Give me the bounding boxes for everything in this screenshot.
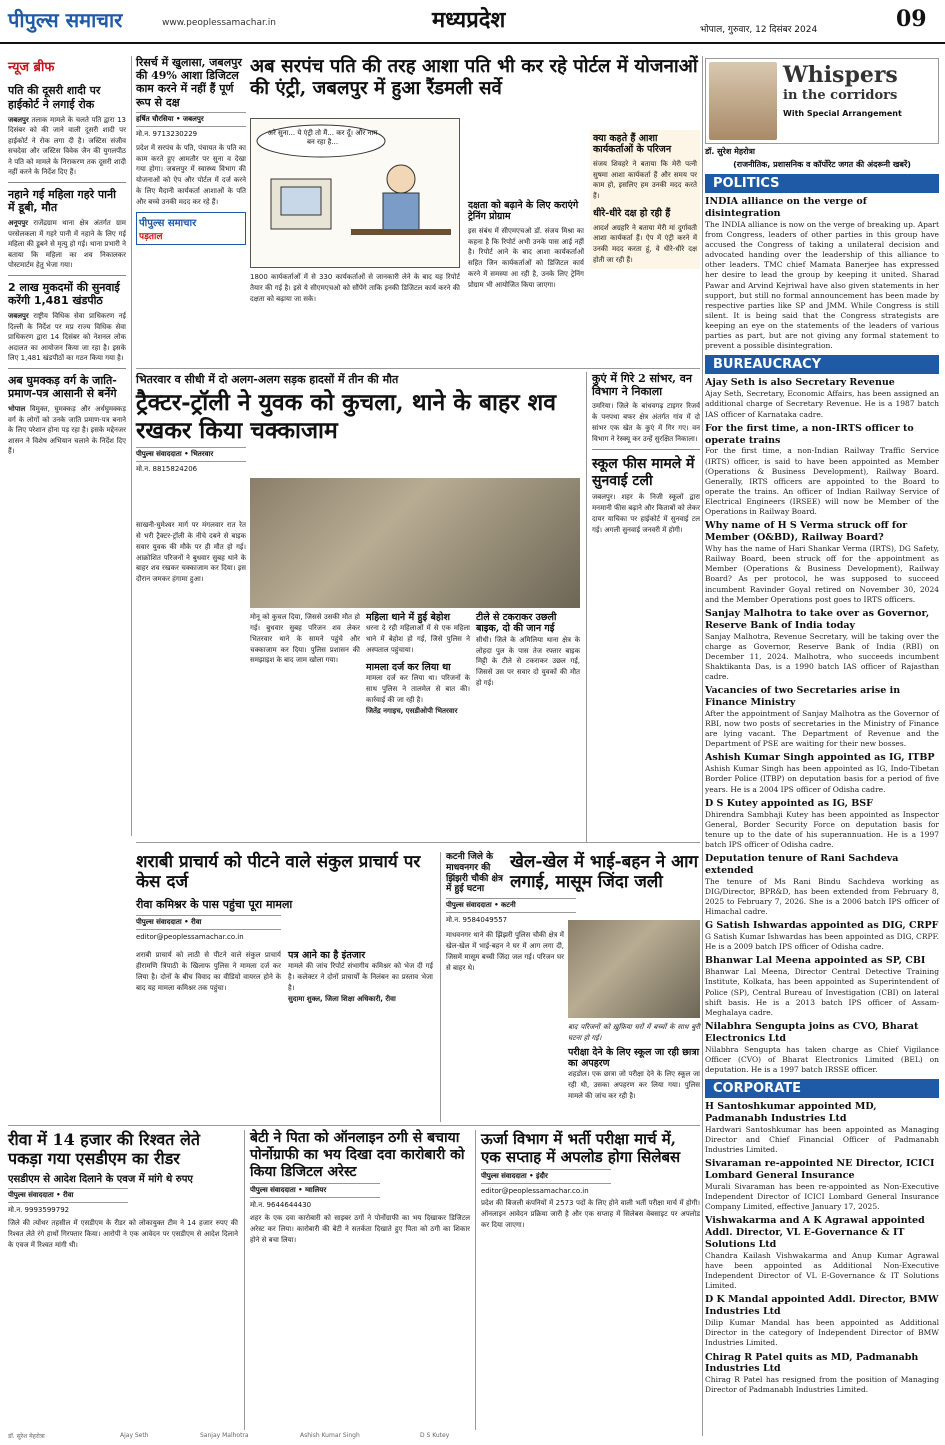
survey-sub1-text: इस संबंध में सीएमएचओ डॉ. संजय मिश्रा का कहना है कि रिपोर्ट अभी उनके पास आई नहीं है। रिपोर्ट आने के बाद आशा कार्यकर्ताओं सहित जिन कार्यकर्ताओं को डिजिटल कार्य करने में समस्या आ रही है, उनके लिए ट्रेनिंग प्रोग्राम भी आयोजित किया जाएगा। xyxy=(468,226,584,289)
masthead xyxy=(0,0,945,44)
cyber-story: बेटी ने पिता को ऑनलाइन ठगी से बचाया पोर्नोग्राफी का भय दिखा दवा कारोबारी को किया डिजिटल अरेस्ट पीपुल्स संवाददाता • ग्वालियर मो.न. 9644644430 शहर के एक दवा कारोबारी को साइबर ठगों ने पोर्नोग्राफी का भय दिखाकर डिजिटल अरेस्ट कर लिया। कारोबारी की बेटी ने सतर्कता दिखाते हुए पिता को ठगी का शिकार होने से बचा लिया। xyxy=(250,1130,470,1245)
photo-label-ajay: Ajay Seth xyxy=(120,1432,149,1439)
bureau-title: Nilabhra Sengupta joins as CVO, Bharat Electronics Ltd xyxy=(705,1020,919,1044)
whispers-credit: With Special Arrangement xyxy=(783,109,902,118)
survey-box-text: संजय शिवहरे ने बताया कि मेरी पत्नी सुषमा आशा कार्यकर्ता हैं और समय पर काम हो, इसलिए हम उनकी मदद करते हैं। xyxy=(593,159,697,201)
bureau-text: Nilabhra Sengupta has taken charge as Chief Vigilance Officer (CVO) of Bharat Electronics Limited (BEL) on deputation. He is a 1997 batch IRSSE officer. xyxy=(705,1044,939,1074)
bureau-text: Bhanwar Lal Meena, Director Central Detective Training Institute, Kolkata, has been appointed as Superintendent of Police (SP), Central Bureau of Investigation (CBI) on lateral shift basis. He is a 2013 batch IPS officer of Assam-Meghalaya cadre. xyxy=(705,967,939,1017)
brief-place: भोपाल xyxy=(8,405,26,413)
brief-item xyxy=(8,281,126,364)
brand-url[interactable]: www.peoplessamachar.in xyxy=(162,18,276,28)
tractor-headline: ट्रैक्टर-ट्रॉली ने युवक को कुचला, थाने के बाहर शव रखकर किया चक्काजाम xyxy=(136,389,557,444)
politics-title: INDIA alliance on the verge of disintegration xyxy=(705,196,867,219)
tractor-body-col xyxy=(136,520,246,585)
brief-item xyxy=(8,374,126,457)
columnist-photo xyxy=(709,62,777,140)
bureau-title: For the first time, a non-IRTS officer to operate trains xyxy=(705,422,914,446)
fire-place: कटनी xyxy=(501,901,516,910)
whispers-tagline: (राजनीतिक, प्रशासनिक व कॉर्पोरेट जगत की अंदरूनी खबरें) xyxy=(733,160,911,169)
section-title: मध्यप्रदेश xyxy=(432,7,506,33)
brief-text: विमुक्त, घुमक्कड़ और अर्धघुमक्कड़ वर्ग के लोगों को उनके जाति प्रमाण-पत्र बनाने के लिए परेशान होना पड़ रहा है। इसके मद्देनजर शासन ने विशेष अभियान चलाने के निर्देश दिए हैं। xyxy=(8,405,126,455)
corp-title: Chirag R Patel quits as MD, Padmanabh Industries Ltd xyxy=(705,1351,919,1375)
survey-body-cont xyxy=(250,272,460,305)
school-body-col xyxy=(136,950,281,993)
fire-side-text: शहडोल। एक छात्रा जो परीक्षा देने के लिए स्कूल जा रही थी, उसका अपहरण कर लिया गया। पुलिस मामले की जांच कर रही है। xyxy=(568,1070,700,1101)
rewa-place: रीवा xyxy=(63,1191,74,1200)
survey-phone: मो.न. 9713230229 xyxy=(136,129,198,138)
tractor-side-text: सीधी। जिले के अमिलिया थाना क्षेत्र के लोहदा पुल के पास तेज रफ्तार बाइक मिट्टी के टीले से टकराकर उछल गई, जिससे उस पर सवार दो युवकों की मौत हो गई। xyxy=(476,635,580,688)
school-headline: शराबी प्राचार्य को पीटने वाले संकुल प्राचार्य पर केस दर्ज xyxy=(136,852,421,893)
tractor-sub-by: जितेंद्र नगाइच, एसडीओपी भितरवार xyxy=(366,706,458,715)
cyber-headline: बेटी ने पिता को ऑनलाइन ठगी से बचाया पोर्नोग्राफी का भय दिखा दवा कारोबारी को किया डिजिटल अरेस्ट xyxy=(250,1130,465,1180)
survey-brand-tag: पीपुल्स समाचार xyxy=(139,217,197,229)
tractor-side-headline: टीले से टकराकर उछली बाइक, दो की जान गई xyxy=(476,612,557,635)
bureau-text: After the appointment of Sanjay Malhotra as the Governor of RBI, now two posts of secretaries in the Ministry of Finance are lying vacant. The Department of Revenue and the Department of PSE are waiting for their new bosses. xyxy=(705,708,939,749)
fire-side-headline: परीक्षा देने के लिए स्कूल जा रही छात्रा का अपहरण xyxy=(568,1046,700,1070)
bureau-title: G Satish Ishwardas appointed as DIG, CRPF xyxy=(705,920,939,932)
school-sub-col xyxy=(288,950,433,1005)
fire-side xyxy=(568,1022,700,1102)
brief-item xyxy=(8,84,126,178)
survey-box-text2: आदर्श अग्रहरि ने बताया मेरी मां दुर्गावती आशा कार्यकर्ता हैं। ऐप में एंट्री करने में उनकी मदद करता हूं, वे धीरे-धीरे दक्ष होती जा रही हैं। xyxy=(593,223,697,265)
well-headline2: स्कूल फीस मामले में सुनवाई टली xyxy=(592,455,695,489)
tractor-body2: मोनू को कुचल दिया, जिससे उसकी मौत हो गई। बुधवार सुबह परिजन शव लेकर भितरवार थाने के सामने पहुंचे और चक्काजाम कर दिया। पुलिस प्रशासन की समझाइश के बाद जाम खोला गया। xyxy=(250,613,360,665)
corporate-header: CORPORATE xyxy=(705,1079,939,1098)
energy-body: प्रदेश की बिजली कंपनियों में 2573 पदों के लिए होने वाली भर्ती परीक्षा मार्च में होगी। ऑनलाइन आवेदन प्रक्रिया जारी है और एक सप्ताह में सिलेबस वेबसाइट पर अपलोड कर दिया जाएगा। xyxy=(481,1199,700,1229)
tractor-sub-text: मामला दर्ज कर लिया था। परिजनों के साथ पुलिस ने तालमेल से बात की। कार्रवाई की जा रही है। xyxy=(366,674,470,704)
rewa-phone: मो.न. 9993599792 xyxy=(8,1206,70,1215)
school-byline: पीपुल्स संवाददाता xyxy=(136,917,182,926)
brief-text: तलाक मामले के चलते पति द्वारा 13 दिसंबर को की जाने वाली दूसरी शादी पर हाईकोर्ट ने रोक लगा दी है। जस्टिस संजीव सचदेवा और जस्टिस विवेक जैन की युगलपीठ ने पति को मामले के निराकरण तक दूसरी शादी नहीं करने के निर्देश दिए हैं। xyxy=(8,115,126,176)
fire-body: माधवनगर थाने की झिंझरी पुलिस चौकी क्षेत्र में खेल-खेल में भाई-बहन ने घर में आग लगा दी, जिसमें मासूम बच्ची जिंदा जल गई। परिजन घर से बाहर थे। xyxy=(446,931,564,972)
brief-place: जबलपुर xyxy=(8,115,29,124)
fire-headline: खेल-खेल में भाई-बहन ने आग लगाई, मासूम जिंदा जली xyxy=(510,852,699,893)
tractor-photo-caption: महिला थाने में हुई बेहोश xyxy=(366,612,450,623)
cartoon-speech: अरे सुना... ये एंट्री तो मैं... कर दूँ। और नाम बन रहा है... xyxy=(267,129,378,146)
survey-family-box xyxy=(590,130,700,269)
school-email[interactable]: editor@peoplessamachar.co.in xyxy=(136,932,244,941)
bureau-title: Why name of H S Verma struck off for Member (O&BD), Railway Board? xyxy=(705,520,908,544)
page-number: 09 xyxy=(896,6,927,32)
photo-label-sanjay: Sanjay Malhotra xyxy=(200,1432,249,1439)
brief-place: अनूपपुर xyxy=(8,219,29,227)
brief-title: नहाने गई महिला गहरे पानी में डूबी, मौत xyxy=(8,187,116,215)
school-sub2-by: सुदामा शुक्ल, जिला शिक्षा अधिकारी, रीवा xyxy=(288,994,396,1003)
tractor-side xyxy=(476,612,580,689)
brand-name: पीपुल्स समाचार xyxy=(8,8,123,32)
rewa-body: जिले की त्योंथर तहसील में एसडीएम के रीडर को लोकायुक्त टीम ने 14 हजार रुपए की रिश्वत लेते रंगे हाथों गिरफ्तार किया। आरोपी ने एक आवेदन पर एसडीएम से आदेश दिलाने के एवज में रिश्वत मांगी थी। xyxy=(8,1219,238,1250)
survey-side-block: रिसर्च में खुलासा, जबलपुर की 49% आशा डिजिटल काम करने में नहीं हैं पूर्ण रूप से दक्ष हर्षित चौरसिया • जबलपुर मो.न. 9713230229 प्रदेश में सरपंच के पति, पंचायत के पति का काम करते हुए आमतौर पर सुना व देखा गया होगा। जबलपुर में स्वास्थ्य विभाग की योजनाओं को ऐप और पोर्टल में दर्ज करने के लिए मैदानी कार्यकर्ता आशाओं के पति और बच्चे उनकी मदद कर रहे हैं। पीपुल्स समाचार पड़ताल xyxy=(136,56,246,245)
tractor-place: भितरवार xyxy=(191,450,214,459)
fire-body-col xyxy=(446,930,564,973)
cartoon xyxy=(250,118,460,268)
dateline: भोपाल, गुरुवार, 12 दिसंबर 2024 xyxy=(700,25,818,35)
news-brief-label: न्यूज ब्रीफ xyxy=(8,60,55,75)
survey-body-extra: 1800 कार्यकर्ताओं में से 330 कार्यकर्ताओं से जानकारी लेने के बाद यह रिपोर्ट तैयार की गई है। इसे ये सीएमएचओ को सौंपेंगे ताकि इनकी डिजिटल कार्य करने की दक्षता को बढ़ाया जा सके। xyxy=(250,273,460,303)
energy-headline: ऊर्जा विभाग में भर्ती परीक्षा मार्च में, एक सप्ताह में अपलोड होगा सिलेबस xyxy=(481,1130,681,1166)
survey-headline-wrap xyxy=(250,56,700,100)
bureau-title: Sanjay Malhotra to take over as Governor, Reserve Bank of India today xyxy=(705,607,930,631)
fire-byline: पीपुल्स संवाददाता xyxy=(446,901,492,910)
tractor-photo xyxy=(250,478,580,608)
photo-label-ashish: Ashish Kumar Singh xyxy=(300,1432,360,1439)
survey-body: प्रदेश में सरपंच के पति, पंचायत के पति का काम करते हुए आमतौर पर सुना व देखा गया होगा। जबलपुर में स्वास्थ्य विभाग की योजनाओं को ऐप और पोर्टल में दर्ज करने के लिए मैदानी कार्यकर्ता आशाओं के पति और बच्चे उनकी मदद कर रहे हैं। xyxy=(136,143,246,206)
news-brief-column xyxy=(8,56,126,457)
tractor-byline: पीपुल्स संवाददाता xyxy=(136,450,182,459)
rewa-headline: रीवा में 14 हजार की रिश्वत लेते पकड़ा गया एसडीएम का रीडर xyxy=(8,1130,200,1169)
survey-byline-place: जबलपुर xyxy=(182,114,204,123)
cyber-phone: मो.न. 9644644430 xyxy=(250,1201,312,1210)
energy-story: ऊर्जा विभाग में भर्ती परीक्षा मार्च में, एक सप्ताह में अपलोड होगा सिलेबस पीपुल्स संवाददाता • इंदौर editor@peoplessamachar.co.in प्रदेश की बिजली कंपनियों में 2573 पदों के लिए होने वाली भर्ती परीक्षा मार्च में होगी। ऑनलाइन आवेदन प्रक्रिया जारी है और एक सप्ताह में सिलेबस वेबसाइट पर अपलोड कर दिया जाएगा। xyxy=(481,1130,700,1229)
fire-kicker: कटनी जिले के माधवनगर की झिंझरी चौकी क्षेत्र में हुई घटना xyxy=(446,852,503,895)
bureau-title: Vacancies of two Secretaries arise in Finance Ministry xyxy=(705,685,901,708)
well-headline: कुएं में गिरे 2 सांभर, वन विभाग ने निकाला xyxy=(592,372,693,399)
politics-header: POLITICS xyxy=(705,174,939,193)
brief-item xyxy=(8,188,126,271)
brief-text: राजेंद्रग्राम थाना क्षेत्र अंतर्गत ग्राम परसेलकला में गहरे पानी में नहाने के लिए गई महिला की डूबने से मृत्यु हो गई। थाना प्रभारी ने बताया कि महिला का शव निकालकर पोस्टमार्टम हेतु भेजा गया। xyxy=(8,219,126,269)
tractor-body-col2 xyxy=(250,612,360,666)
energy-email[interactable]: editor@peoplessamachar.co.in xyxy=(481,1187,589,1195)
tractor-photo-note xyxy=(366,612,470,717)
bureau-text: Dhirendra Sambhaji Kutey has been appointed as Inspector General, Border Security Force on deputation basis for tenure up to the date of his superannuation. He is a 1997 batch IPS officer of Odisha cadre. xyxy=(705,809,939,849)
survey-headline: अब सरपंच पति की तरह आशा पति भी कर रहे पोर्टल में योजनाओं की एंट्री, जबलपुर में हुआ रैंडमली सर्वे xyxy=(250,56,698,100)
school-sub-headline: रीवा कमिश्नर के पास पहुंचा पूरा मामला xyxy=(136,897,293,911)
corp-text: Hardwari Santoshkumar has been appointed as Managing Director and Chief Financial Officer of Padmanabh Industries Limited. xyxy=(705,1124,939,1154)
brief-title: पति की दूसरी शादी पर हाईकोर्ट ने लगाई रोक xyxy=(8,84,101,111)
tractor-phone: मो.न. 8815824206 xyxy=(136,465,198,474)
fire-story: कटनी जिले के माधवनगर की झिंझरी चौकी क्षेत्र में हुई घटना खेल-खेल में भाई-बहन ने आग लगाई, मासूम जिंदा जली पीपुल्स संवाददाता • कटनी मो.न. 9584049557 xyxy=(446,852,699,925)
rewa-sub-headline: एसडीएम से आदेश दिलाने के एवज में मांगे थे रुपए xyxy=(8,1174,193,1186)
school-place: रीवा xyxy=(191,917,202,926)
bureau-text: Why has the name of Hari Shankar Verma (IRTS), DG Safety, Railway Board, been struck off for the appointment as Member (Operations & Business Development), Railway Board? As per protocol, he was supposed to succeed incumbent Ravinder Goyal retired on November 30, 2024 and the Member Operations post goes to IRTS officers. xyxy=(705,544,939,604)
whispers-subtitle: in the corridors xyxy=(783,88,898,103)
corp-text: Dilip Kumar Mandal has been appointed as Additional Director in the category of Independent Director of BMW Industries Limited. xyxy=(705,1318,939,1348)
well-text2: जबलपुर। शहर के निजी स्कूलों द्वारा मनमानी फीस बढ़ाने और किताबों को लेकर दायर याचिका पर हाईकोर्ट में सुनवाई टल गई। अगली सुनवाई जनवरी में होगी। xyxy=(592,493,700,534)
corp-title: D K Mandal appointed Addl. Director, BMW Industries Ltd xyxy=(705,1294,939,1318)
brief-title: अब घुमक्कड़ वर्ग के जाति-प्रमाण-पत्र आसानी से बनेंगे xyxy=(8,373,117,401)
rewa-byline: पीपुल्स संवाददाता xyxy=(8,1191,54,1200)
bureau-text: Sanjay Malhotra, Revenue Secretary, will be taking over the charge as Governor, Reserve Bank of India (RBI) on December 11, 2024. Malhotra, who succeeds incumbent Shaktikanta Das, is a 1990 batch IAS officer of Rajasthan cadre. xyxy=(705,631,939,681)
corp-title: Sivaraman re-appointed NE Director, ICICI Lombard General Insurance xyxy=(705,1158,935,1181)
cyber-body: शहर के एक दवा कारोबारी को साइबर ठगों ने पोर्नोग्राफी का भय दिखाकर डिजिटल अरेस्ट कर लिया। कारोबारी की बेटी ने सतर्कता दिखाते हुए पिता को ठगी का शिकार होने से बचा लिया। xyxy=(250,1214,470,1245)
bureau-title: Ajay Seth is also Secretary Revenue xyxy=(705,377,895,389)
corp-title: H Santoshkumar appointed MD, Padmanabh Industries Ltd xyxy=(705,1101,877,1124)
tractor-sub: मामला दर्ज कर लिया था xyxy=(366,661,451,673)
bureaucracy-header: BUREAUCRACY xyxy=(705,355,939,374)
fire-photo-caption: बाद परिजनों को ख़ुफ़िया घरों में बच्चों के साथ बुरी घटना हो गई। xyxy=(568,1023,700,1042)
bureau-text: For the first time, a non-Indian Railway Traffic Service (IRTS) officer, is said to have been appointed as Member (Operations & Business Development), Railway Board. Generally, IRTS officers are appointed to the Board to operate the trains. An officer of Indian Railway Service of Electrical Engineers (IRSEE) will now be Member of the Operations in Railway Board. xyxy=(705,446,939,517)
rewa-story: रीवा में 14 हजार की रिश्वत लेते पकड़ा गया एसडीएम का रीडर एसडीएम से आदेश दिलाने के एवज में मांगे थे रुपए पीपुल्स संवाददाता • रीवा मो.न. 9993599792 जिले की त्योंथर तहसील में एसडीएम के रीडर को लोकायुक्त टीम ने 14 हजार रुपए की रिश्वत लेते रंगे हाथों गिरफ्तार किया। आरोपी ने एक आवेदन पर एसडीएम से आदेश दिलाने के एवज में रिश्वत मांगी थी। xyxy=(8,1130,238,1250)
whispers-column xyxy=(705,58,939,1396)
tractor-kicker: भितरवार व सीधी में दो अलग-अलग सड़क हादसों में तीन की मौत xyxy=(136,373,399,386)
politics-text: The INDIA alliance is now on the verge of breaking up. Apart from Congress, leaders of other parties in this group have accused the Congress of taking a unilateral decision and advocated handing over the leadership of this alliance to other leaders. TMC chief Mamata Banerjee has expressed her desire to lead the group by keeping it united. Sharad Pawar and Arvind Kejriwal have also given statements in her support, but still no formal announcement has been made by respective parties like SP and JMM. While Congress is still silent. It is being said that the Congress strategists are keeping an eye on the statements of the leaders of various parties as part, but are not giving any formal statement to prevent a possible disintegration. xyxy=(705,219,939,351)
brief-text: राष्ट्रीय विधिक सेवा प्राधिकरण नई दिल्ली के निर्देश पर मप्र राज्य विधिक सेवा प्राधिकरण द्वारा 14 दिसंबर को नेशनल लोक अदालत का आयोजन किया जा रहा है। इसके लिए 1,481 खंडपीठों का गठन किया गया है। xyxy=(8,312,126,362)
survey-box-title2: धीरे-धीरे दक्ष हो रही हैं xyxy=(593,208,671,220)
cartoon-credit: डॉ. सुरेश मेहरोत्रा xyxy=(8,1433,45,1440)
fire-photo xyxy=(568,920,700,1018)
brief-title: 2 लाख मुकदमों की सुनवाई करेंगी 1,481 खंडपीठ xyxy=(8,280,120,308)
bureau-title: Deputation tenure of Rani Sachdeva extended xyxy=(705,853,899,876)
tractor-photo-text: धरना दे रही महिलाओं में से एक महिला थाने में बेहोश हो गई, जिसे पुलिस ने अस्पताल पहुंचाया। xyxy=(366,624,470,655)
tractor-story: भितरवार व सीधी में दो अलग-अलग सड़क हादसों में तीन की मौत ट्रैक्टर-ट्रॉली ने युवक को कुचला, थाने के बाहर शव रखकर किया चक्काजाम पीपुल्स संवाददाता • भितरवार मो.न. 8815824206 xyxy=(136,372,580,474)
brief-place: जबलपुर xyxy=(8,312,29,320)
whispers-author: डॉ. सुरेश मेहरोत्रा xyxy=(705,147,755,156)
bureau-title: Ashish Kumar Singh appointed as IG, ITBP xyxy=(705,752,935,764)
survey-box-title: क्या कहते हैं आशा कार्यकर्ताओं के परिजन xyxy=(593,133,672,156)
well-story xyxy=(592,372,700,536)
fire-phone: मो.न. 9584049557 xyxy=(446,916,508,925)
corp-text: Chandra Kailash Vishwakarma and Anup Kumar Agrawal have been appointed as Additional Non-Executive Independent Director of VL E-Governance & IT Solutions Limited. xyxy=(705,1250,939,1291)
bureau-text: The tenure of Ms Rani Bindu Sachdeva working as DIG/Director, BPR&D, has been extended from February 8, 2025 to February 7, 2026. She is a 2006 batch IPS officer of Himachal cadre. xyxy=(705,876,939,917)
energy-byline: पीपुल्स संवाददाता xyxy=(481,1172,527,1180)
survey-side-headline: रिसर्च में खुलासा, जबलपुर की 49% आशा डिजिटल काम करने में नहीं हैं पूर्ण रूप से दक्ष xyxy=(136,56,242,109)
corp-text: Murali Sivaraman has been re-appointed as Non-Executive Independent Director of ICICI Lombard General Insurance Company Limited, effective January 17, 2025. xyxy=(705,1181,939,1212)
school-sub2: पत्र आने का है इंतजार xyxy=(288,950,366,961)
bureau-text: Ajay Seth, Secretary, Economic Affairs, has been assigned an additional charge of Secretary Revenue. He is a 1987 batch IAS officer of Karnataka cadre. xyxy=(705,389,939,419)
school-story: शराबी प्राचार्य को पीटने वाले संकुल प्राचार्य पर केस दर्ज रीवा कमिश्नर के पास पहुंचा पूरा मामला पीपुल्स संवाददाता • रीवा editor@peoplessamachar.co.in xyxy=(136,852,436,941)
cyber-byline: पीपुल्स संवाददाता xyxy=(250,1186,296,1195)
cyber-place: ग्वालियर xyxy=(305,1186,327,1195)
survey-sub1: दक्षता को बढ़ाने के लिए कराएंगे ट्रेनिंग प्रोग्राम xyxy=(468,200,579,223)
whispers-title: Whispers xyxy=(783,62,898,88)
energy-place: इंदौर xyxy=(536,1172,548,1180)
photo-label-kutey: D S Kutey xyxy=(420,1432,450,1439)
survey-brand-sub: पड़ताल xyxy=(139,231,163,242)
survey-byline: हर्षित चौरसिया xyxy=(136,114,174,123)
school-body: शराबी प्राचार्य को लाठी से पीटने वाले संकुल प्राचार्य हीरामणि त्रिपाठी के खिलाफ पुलिस ने मामला दर्ज कर लिया है। दोनों के बीच विवाद का वीडियो वायरल होने के बाद यह मामला कमिश्नर तक पहुंचा। xyxy=(136,951,281,992)
bureau-title: Bhanwar Lal Meena appointed as SP, CBI xyxy=(705,955,926,967)
tractor-body: साखनी-घुमेश्वर मार्ग पर मंगलवार रात रेत से भरी ट्रैक्टर-ट्रॉली के नीचे दबने से बाइक सवार युवक की मौके पर ही मौत हो गई। आक्रोशित परिजनों ने बुधवार सुबह थाने के बाहर शव रखकर चक्काजाम कर दिया। इस दौरान जमकर हंगामा हुआ। xyxy=(136,521,246,584)
bureau-title: D S Kutey appointed as IG, BSF xyxy=(705,797,873,809)
corp-text: Chirag R Patel has resigned from the position of Managing Director of Padmanabh Industries Limited. xyxy=(705,1375,939,1395)
bureau-text: G Satish Kumar Ishwardas has been appointed as DIG, CRPF. He is a 2009 batch IPS officer of Odisha cadre. xyxy=(705,932,939,952)
school-sub2-text: मामले की जांच रिपोर्ट संभागीय कमिश्नर को भेज दी गई है। कलेक्टर ने दोनों प्राचार्यों के निलंबन का प्रस्ताव भेजा है। xyxy=(288,962,433,993)
well-text: उमरिया। जिले के बांधवगढ़ टाइगर रिजर्व के पनपथा बफर क्षेत्र अंतर्गत गांव में दो सांभर एक खेत के कुएं में गिर गए। वन विभाग ने रेस्क्यू कर उन्हें सुरक्षित निकाला। xyxy=(592,402,700,443)
survey-col3 xyxy=(468,130,584,291)
corp-title: Vishwakarma and A K Agrawal appointed Addl. Director, VL E-Governance & IT Solutions Ltd xyxy=(705,1215,925,1250)
bureau-text: Ashish Kumar Singh has been appointed as IG, Indo-Tibetan Border Police (ITBP) on deputation basis for a period of five years. He is a 2004 IPS officer of Odisha cadre. xyxy=(705,764,939,794)
